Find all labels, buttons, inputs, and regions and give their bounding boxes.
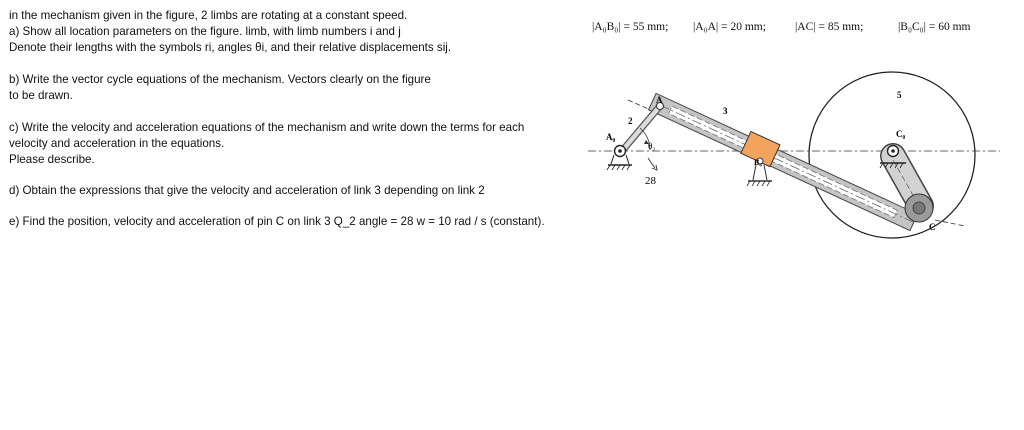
part-c-line-2: velocity and acceleration in the equations. [9,137,225,150]
label-link-3: 3 [723,106,728,116]
label-angle: 28 [645,175,656,187]
label-a0: A₀ [606,132,616,142]
part-e: e) Find the position, velocity and acceleration of pin C on link 3 Q_2 angle = 28 w = 10 rad / s (constant). [9,215,545,228]
label-link-5: 5 [897,90,902,100]
part-c-line-3: Please describe. [9,153,95,166]
part-c-line-1: c) Write the velocity and acceleration equations of the mechanism and write down the terms for each [9,121,525,134]
part-d: d) Obtain the expressions that give the velocity and acceleration of link 3 depending on link 2 [9,184,485,197]
dim-b0c0: |B₀C₀| = 60 mm [898,21,971,33]
problem-intro: in the mechanism given in the figure, 2 limbs are rotating at a constant speed. [9,9,408,22]
label-b0: B₀ [754,158,762,167]
label-a: A [656,95,663,105]
dim-a0b0: |A₀B₀| = 55 mm; [592,21,669,33]
dim-ac: |AC| = 85 mm; [795,21,864,33]
b0-support-right [764,165,767,180]
part-b-line-2: to be drawn. [9,89,73,102]
part-a-line-2: Denote their lengths with the symbols ri, angles θi, and their relative displacements sij. [9,41,452,54]
part-a-line-1: a) Show all location parameters on the figure. limb, with limb numbers i and j [9,25,401,38]
omega-arrow [648,158,655,168]
label-link-2: 2 [628,116,633,126]
part-b-line-1: b) Write the vector cycle equations of the mechanism. Vectors clearly on the figure [9,73,431,86]
label-c0: C₀ [896,129,906,139]
b0-hatch [747,181,770,186]
label-theta2: θ₂ [648,141,656,151]
a0-hatch [607,165,630,170]
label-c: C [929,222,936,232]
link-3-bar [649,93,918,230]
dim-a0a: |A₀A| = 20 mm; [693,21,766,33]
b0-support-left [753,165,756,180]
